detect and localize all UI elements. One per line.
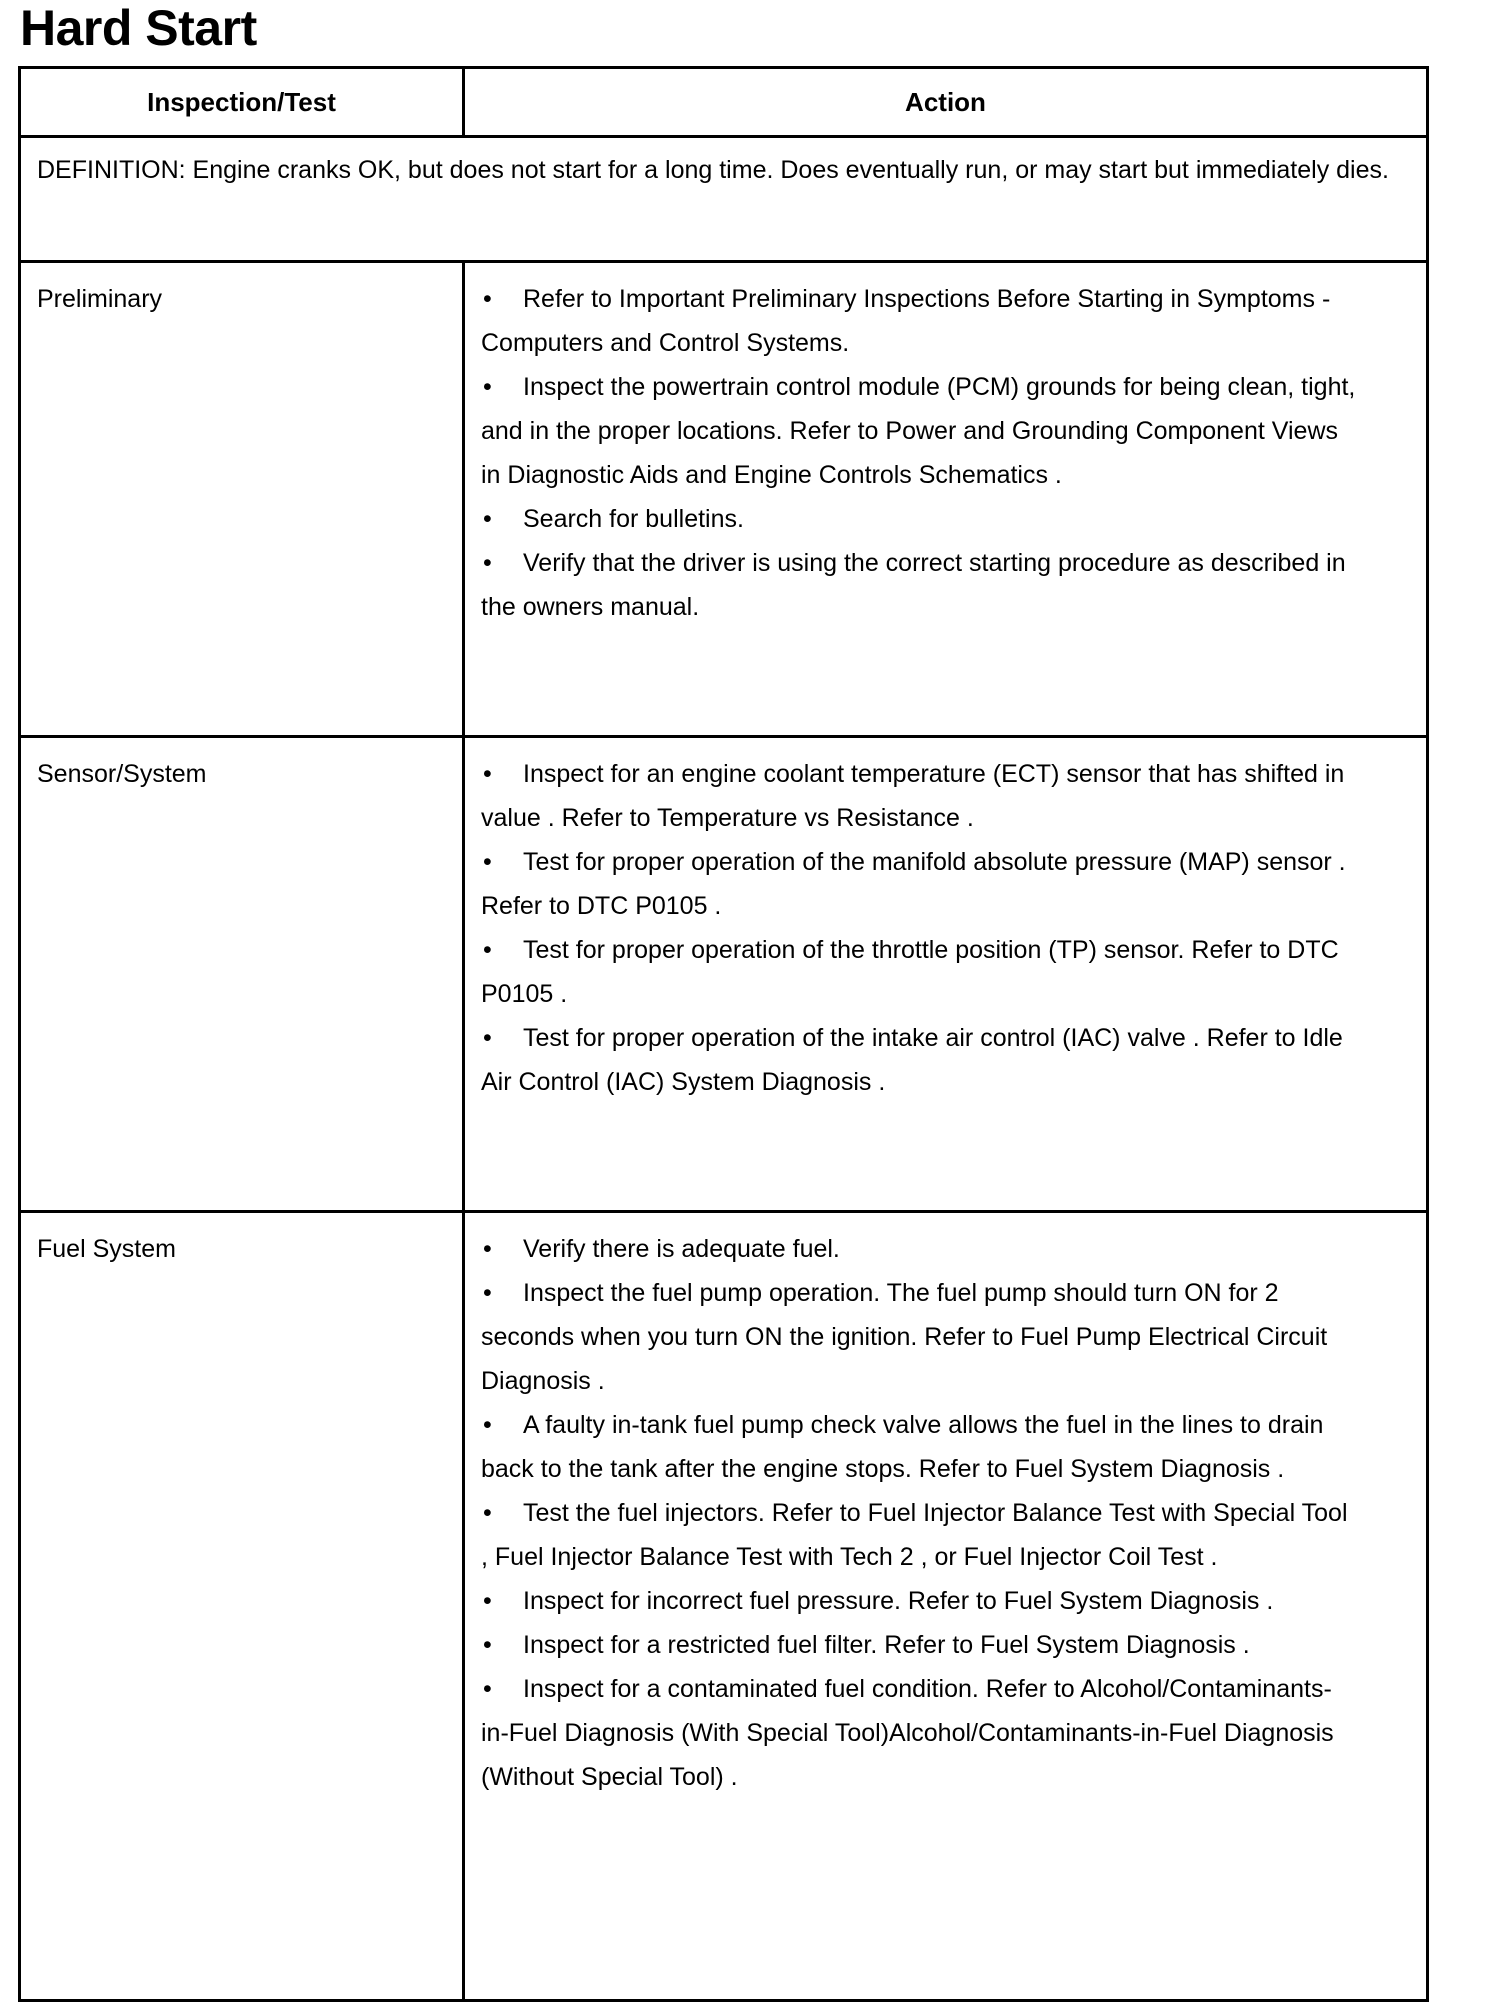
bullet-icon: • [483,1631,492,1659]
action-item-text: Verify that the driver is using the correct starting procedure as described in the owners manual. [481,549,1346,621]
action-item-text: Inspect the fuel pump operation. The fuel pump should turn ON for 2 seconds when you turn ON the ignition. Refer to Fuel Pump Electrical Circuit Diagnosis . [481,1279,1328,1395]
action-item-text: Verify there is adequate fuel. [523,1235,840,1263]
table-row [20,1212,1428,2001]
bullet-icon: • [483,936,492,964]
action-item [481,840,1356,928]
bullet-icon: • [483,1411,492,1439]
definition-text: DEFINITION: Engine cranks OK, but does not start for a long time. Does eventually run, or may start but immediately dies. [20,137,1428,262]
action-list [464,262,1428,737]
action-item-text: Inspect for a contaminated fuel condition. Refer to Alcohol/Contaminants-in-Fuel Diagnosis (With Special Tool)Alcohol/Contaminants-in-Fuel Diagnosis (Without Special Tool) . [481,1675,1334,1791]
bullet-icon: • [483,505,492,533]
action-item-text: Inspect the powertrain control module (PCM) grounds for being clean, tight, and in the proper locations. Refer to Power and Grounding Component Views in Diagnostic Aids and Engine Controls Schematics . [481,373,1356,489]
row-label-sensor-system: Sensor/System [20,737,464,1212]
row-label-preliminary: Preliminary [20,262,464,737]
table-header-row [20,68,1428,137]
action-item [481,1623,1356,1667]
bullet-icon: • [483,760,492,788]
table-row [20,262,1428,737]
action-item-text: A faulty in-tank fuel pump check valve allows the fuel in the lines to drain back to the tank after the engine stops. Refer to Fuel System Diagnosis . [481,1411,1324,1483]
bullet-icon: • [483,1235,492,1263]
row-label-fuel-system: Fuel System [20,1212,464,2001]
action-item [481,752,1356,840]
page-title: Hard Start [20,0,257,56]
action-item-text: Inspect for incorrect fuel pressure. Refer to Fuel System Diagnosis . [523,1587,1274,1615]
action-item [481,1271,1356,1403]
action-item [481,1403,1356,1491]
bullet-icon: • [483,373,492,401]
action-item [481,1227,1356,1271]
action-item-text: Test for proper operation of the throttle position (TP) sensor. Refer to DTC P0105 . [481,936,1339,1008]
column-header-inspection: Inspection/Test [20,68,464,137]
action-item [481,497,1356,541]
action-item [481,1667,1356,1799]
action-list [464,1212,1428,2001]
action-item [481,277,1356,365]
table-row [20,737,1428,1212]
action-item-text: Inspect for an engine coolant temperature (ECT) sensor that has shifted in value . Refer to Temperature vs Resistance . [481,760,1345,832]
action-item-text: Test for proper operation of the intake air control (IAC) valve . Refer to Idle Air Control (IAC) System Diagnosis . [481,1024,1343,1096]
action-item [481,1491,1356,1579]
bullet-icon: • [483,1024,492,1052]
diagnostic-table [18,66,1429,2002]
bullet-icon: • [483,848,492,876]
action-list [464,737,1428,1212]
action-item [481,1016,1356,1104]
action-item-text: Search for bulletins. [523,505,744,533]
bullet-icon: • [483,549,492,577]
definition-row [20,137,1428,262]
bullet-icon: • [483,285,492,313]
action-item-text: Test for proper operation of the manifold absolute pressure (MAP) sensor . Refer to DTC P0105 . [481,848,1346,920]
action-item [481,1579,1356,1623]
action-item-text: Inspect for a restricted fuel filter. Refer to Fuel System Diagnosis . [523,1631,1250,1659]
bullet-icon: • [483,1587,492,1615]
bullet-icon: • [483,1279,492,1307]
action-item-text: Test the fuel injectors. Refer to Fuel Injector Balance Test with Special Tool , Fuel Injector Balance Test with Tech 2 , or Fuel Injector Coil Test . [481,1499,1348,1571]
action-item-text: Refer to Important Preliminary Inspections Before Starting in Symptoms - Computers and Control Systems. [481,285,1331,357]
action-item [481,928,1356,1016]
action-item [481,365,1356,497]
column-header-action: Action [464,68,1428,137]
action-item [481,541,1356,629]
bullet-icon: • [483,1675,492,1703]
bullet-icon: • [483,1499,492,1527]
